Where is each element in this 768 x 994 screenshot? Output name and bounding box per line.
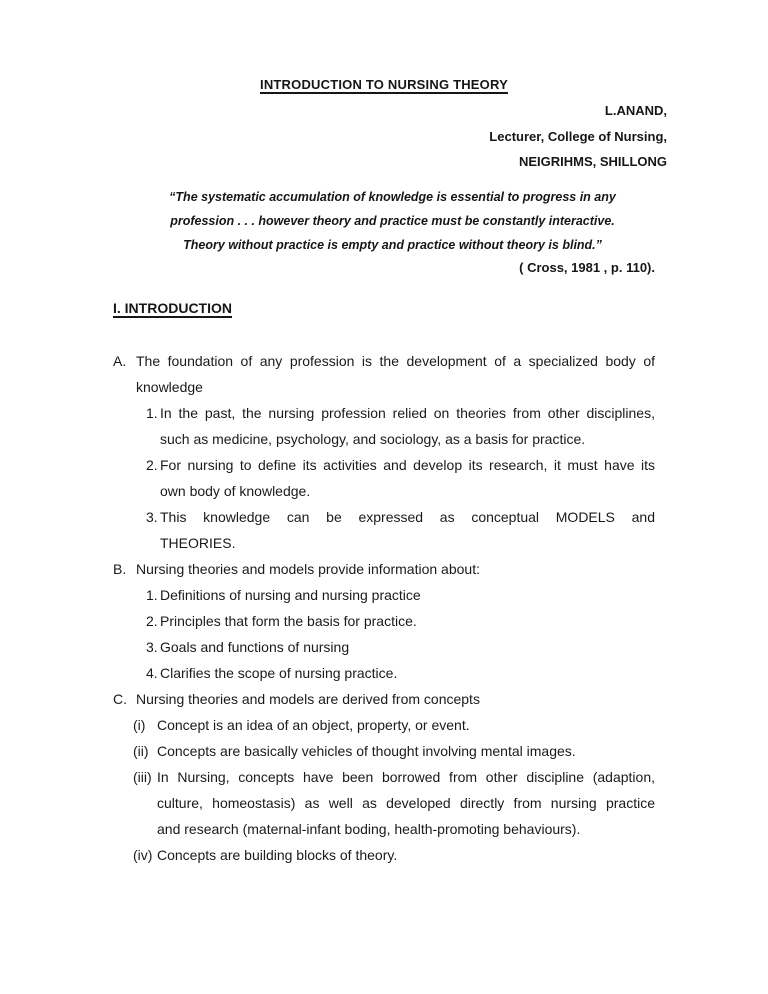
list-line: culture, homeostasis) as well as developed directly from nursing practice bbox=[157, 794, 655, 811]
section-heading-text: I. INTRODUCTION bbox=[113, 299, 232, 316]
list-marker: A. bbox=[113, 352, 127, 369]
list-line: and research (maternal-infant boding, health-promoting behaviours). bbox=[157, 820, 581, 837]
list-item-B1 bbox=[146, 582, 655, 608]
list-item-Ciii bbox=[133, 764, 655, 842]
list-line: knowledge bbox=[136, 378, 203, 395]
list-line: This knowledge can be expressed as conceptual MODELS and bbox=[160, 508, 655, 525]
list-item-Cii bbox=[133, 738, 655, 764]
list-marker: C. bbox=[113, 690, 127, 707]
list-marker: 1. bbox=[146, 404, 158, 421]
list-marker: 2. bbox=[146, 456, 158, 473]
list-line: The foundation of any profession is the development of a specialized body of bbox=[136, 352, 655, 369]
quote-line: profession . . . however theory and practice must be constantly interactive. bbox=[170, 213, 615, 228]
list-marker: B. bbox=[113, 560, 127, 577]
list-line: Definitions of nursing and nursing practice bbox=[160, 586, 421, 603]
list-marker: (i) bbox=[133, 716, 146, 733]
list-item-B2 bbox=[146, 608, 655, 634]
byline-institution: NEIGRIHMS, SHILLONG bbox=[518, 154, 667, 169]
list-line: such as medicine, psychology, and sociology, as a basis for practice. bbox=[160, 430, 586, 447]
list-marker: 3. bbox=[146, 638, 158, 655]
outline-list bbox=[113, 348, 655, 868]
list-line: Concepts are building blocks of theory. bbox=[157, 846, 398, 863]
section-heading bbox=[113, 299, 655, 317]
byline bbox=[113, 98, 667, 175]
list-item-C bbox=[113, 686, 655, 712]
list-item-B bbox=[113, 556, 655, 582]
list-line: In Nursing, concepts have been borrowed from other discipline (adaption, bbox=[157, 768, 655, 785]
list-item-B4 bbox=[146, 660, 655, 686]
list-marker: 4. bbox=[146, 664, 158, 681]
list-line: For nursing to define its activities and develop its research, it must have its bbox=[160, 456, 655, 473]
list-item-Civ bbox=[133, 842, 655, 868]
list-line: Concept is an idea of an object, property, or event. bbox=[157, 716, 470, 733]
list-item-B3 bbox=[146, 634, 655, 660]
list-marker: 3. bbox=[146, 508, 158, 525]
list-line: THEORIES. bbox=[160, 534, 236, 551]
list-marker: (iv) bbox=[133, 846, 153, 863]
list-marker: (ii) bbox=[133, 742, 149, 759]
list-item-A2 bbox=[146, 452, 655, 504]
list-item-A bbox=[113, 348, 655, 400]
list-item-A3 bbox=[146, 504, 655, 556]
quote-attribution: ( Cross, 1981 , p. 110). bbox=[519, 259, 655, 275]
byline-role: Lecturer, College of Nursing, bbox=[489, 128, 667, 144]
list-marker: (iii) bbox=[133, 768, 152, 785]
list-line: Principles that form the basis for practice. bbox=[160, 612, 417, 629]
quote-line: “The systematic accumulation of knowledge is essential to progress in any bbox=[169, 189, 616, 204]
byline-author: L.ANAND, bbox=[604, 103, 667, 118]
document-title: INTRODUCTION TO NURSING THEORY bbox=[260, 77, 508, 92]
list-item-Ci bbox=[133, 712, 655, 738]
list-line: Goals and functions of nursing bbox=[160, 638, 350, 655]
list-item-A1 bbox=[146, 400, 655, 452]
list-line: Concepts are basically vehicles of thought involving mental images. bbox=[157, 742, 576, 759]
list-line: Nursing theories and models provide information about: bbox=[136, 560, 480, 577]
list-line: Clarifies the scope of nursing practice. bbox=[160, 664, 398, 681]
list-marker: 2. bbox=[146, 612, 158, 629]
list-line: own body of knowledge. bbox=[160, 482, 311, 499]
list-line: Nursing theories and models are derived from concepts bbox=[136, 690, 480, 707]
list-marker: 1. bbox=[146, 586, 158, 603]
list-line: In the past, the nursing profession relied on theories from other disciplines, bbox=[160, 404, 655, 421]
epigraph-quote bbox=[160, 185, 625, 257]
quote-line: Theory without practice is empty and practice without theory is blind.” bbox=[183, 237, 602, 252]
